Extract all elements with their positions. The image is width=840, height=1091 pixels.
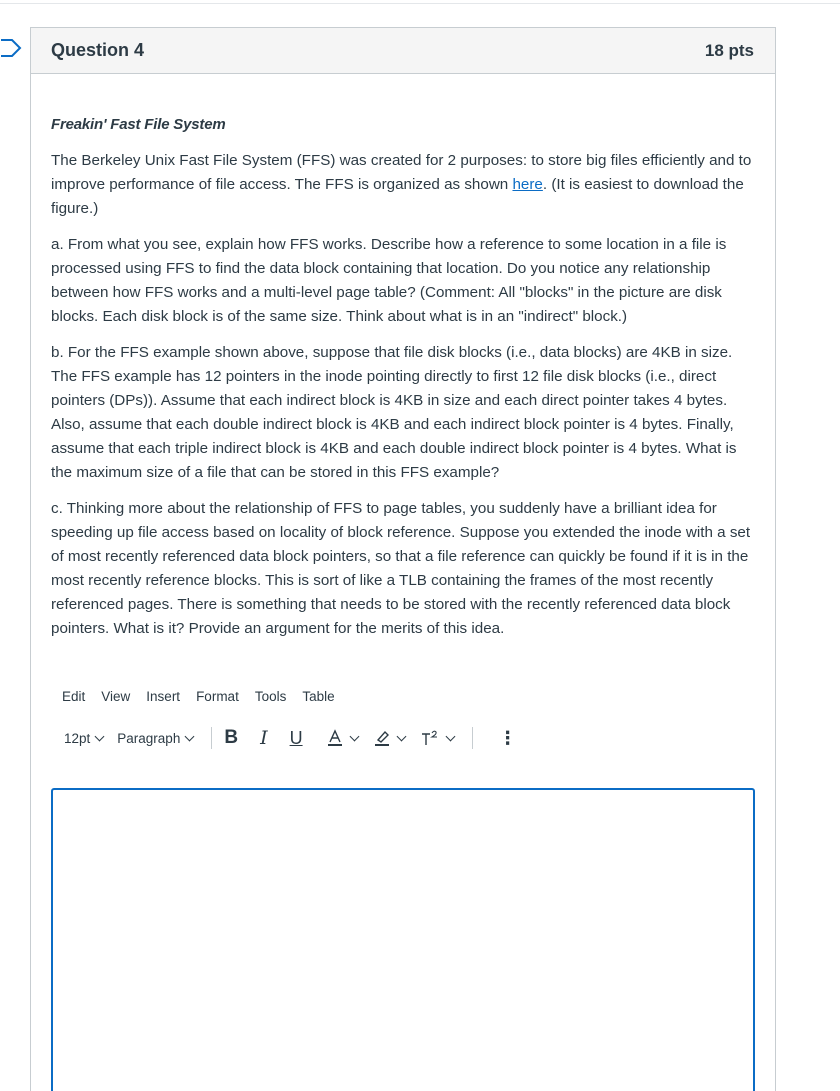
chevron-down-icon [95,731,105,741]
rich-text-editor [51,678,755,758]
figure-link[interactable]: here [512,176,543,193]
question-part-c: c. Thinking more about the relationship of FFS to page tables, you suddenly have a brilliant idea for speeding up file access based on locality of block reference. Suppose you extended the inode with a set of most recently referenced data block pointers, so that a file reference can quickly be found if it is in the most recently reference blocks. This is sort of like a TLB containing the frames of the most recently referenced pages. There is something that needs to be stored with the recently referenced data block pointers. What is it? Provide an argument for the merits of this idea. [51,500,751,637]
block-format-dropdown[interactable] [117,731,193,746]
menu-view[interactable]: View [101,688,131,704]
underline-icon[interactable]: U [289,727,303,748]
menu-insert[interactable]: Insert [146,688,181,704]
intro-text-after-link: . (It is easiest to download the figure.) [51,176,744,217]
text-color-icon [325,728,345,748]
top-divider [0,3,840,4]
chevron-down-icon [396,731,406,741]
menu-edit[interactable]: Edit [62,688,86,704]
menu-format[interactable]: Format [196,688,239,704]
chevron-down-icon [349,731,359,741]
italic-icon[interactable]: I [260,727,268,749]
more-options-icon[interactable]: ⋮ [498,728,517,748]
font-size-value: 12pt [64,730,91,746]
menu-table[interactable]: Table [302,688,335,704]
question-points: 18 pts [704,40,754,60]
chevron-down-icon [185,731,195,741]
superscript-button[interactable] [419,728,454,748]
toolbar-separator [211,727,212,749]
question-title: Question 4 [51,40,145,60]
question-intro [51,149,755,221]
block-format-value: Paragraph [117,730,181,746]
question-subtitle: Freakin' Fast File System [51,116,226,133]
flag-question-icon[interactable] [0,38,22,58]
answer-text-area[interactable] [51,788,755,1091]
bold-icon[interactable]: B [224,727,239,748]
editor-menubar [51,678,755,714]
question-header [31,28,775,74]
font-size-dropdown[interactable] [64,731,103,746]
highlight-color-button[interactable] [372,728,405,748]
question-part-b: b. For the FFS example shown above, suppose that file disk blocks (i.e., data blocks) are 4KB in size. The FFS example has 12 pointers in the inode pointing directly to first 12 file disk blocks (i.e., direct pointers (DPs)). Assume that each indirect block is 4KB in size and each direct pointer takes 4 bytes. Also, assume that each double indirect block is 4KB and each indirect block pointer is 4 bytes. Finally, assume that each triple indirect block is 4KB and each double indirect block pointer is 4 bytes. What is the maximum size of a file that can be stored in this FFS example? [51,344,737,481]
intro-text: The Berkeley Unix Fast File System (FFS) was created for 2 purposes: to store big files efficiently and to improve performance of file access. The FFS is organized as shown [51,152,752,193]
toolbar-separator [472,727,473,749]
question-card [30,27,776,1091]
text-color-button[interactable] [325,728,358,748]
editor-toolbar [51,718,755,758]
highlighter-icon [372,728,392,748]
menu-tools[interactable]: Tools [254,688,287,704]
chevron-down-icon [445,731,455,741]
superscript-icon [419,728,441,748]
question-body [31,74,775,641]
question-part-a: a. From what you see, explain how FFS works. Describe how a reference to some location in a file is processed using FFS to find the data block containing that location. Do you notice any relationship between how FFS works and a multi-level page table? (Comment: All "blocks" in the picture are disk blocks. Each disk block is of the same size. Think about what is in an "indirect" block.) [51,236,727,325]
